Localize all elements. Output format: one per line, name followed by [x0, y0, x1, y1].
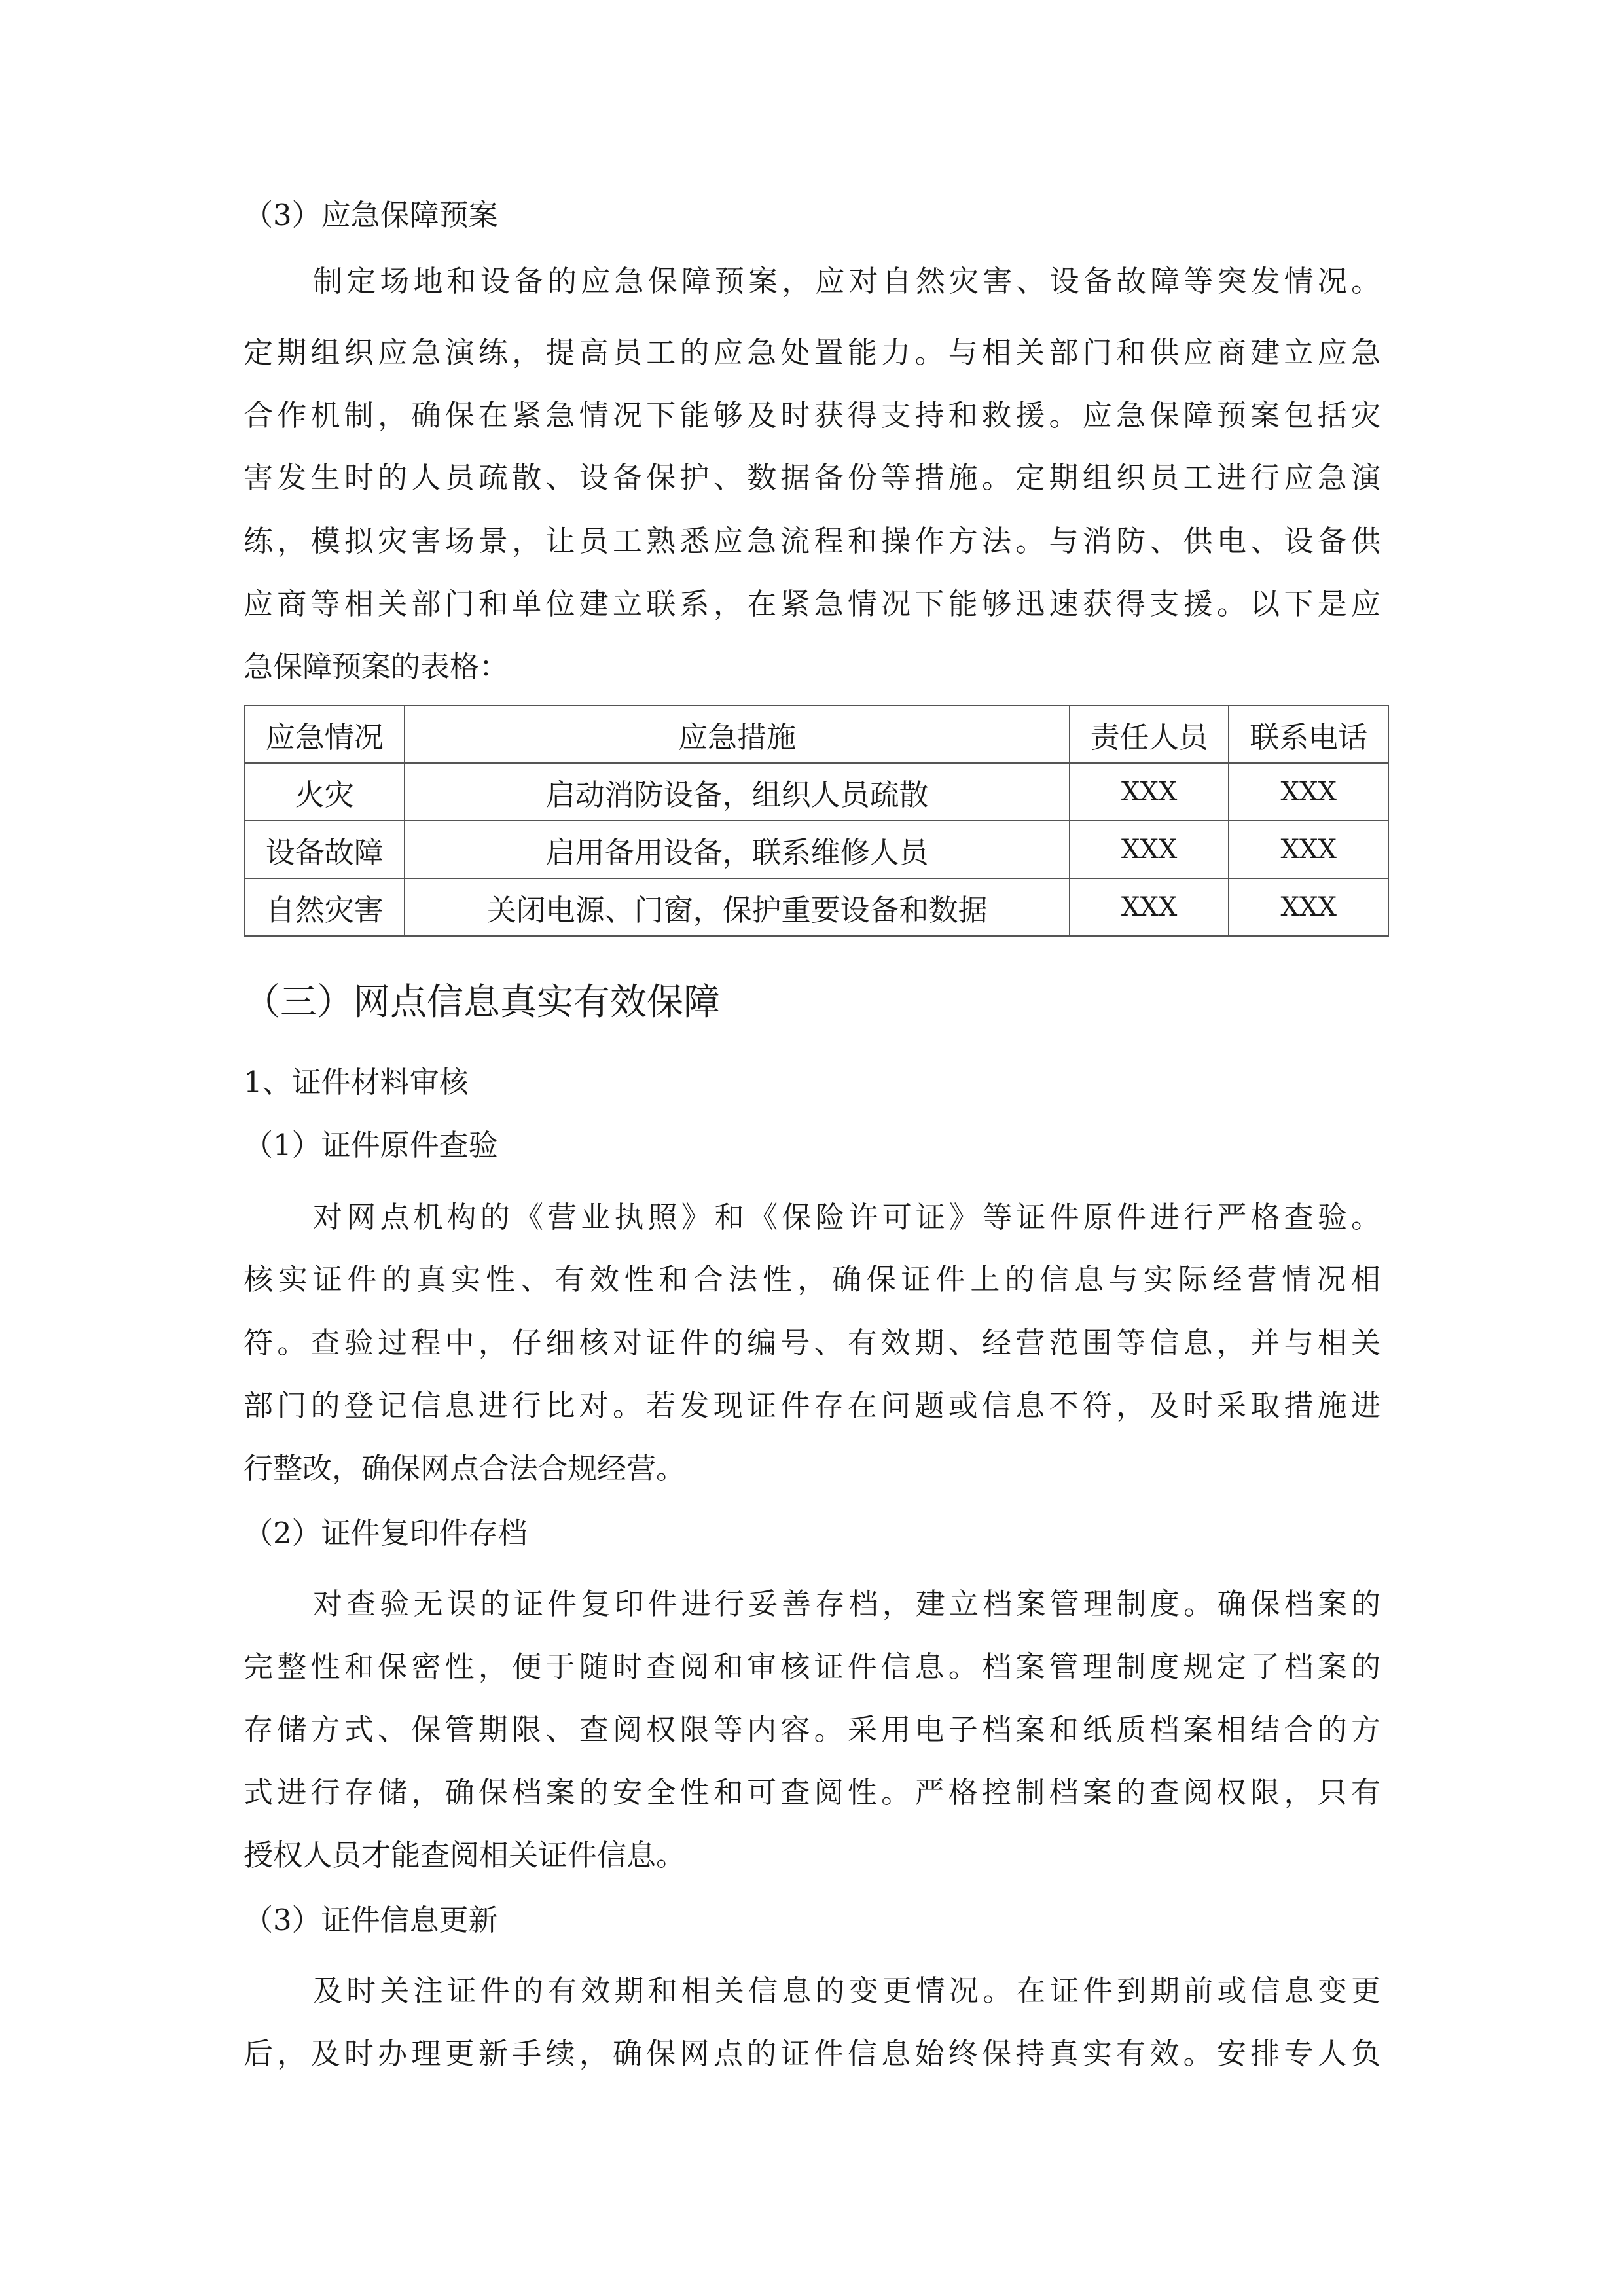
paragraph-line: 对查验无误的证件复印件进行妥善存档，建立档案管理制度。确保档案的 [313, 1587, 1380, 1621]
table-header-cell: 应急情况 [244, 706, 405, 763]
table-header-cell: 应急措施 [405, 706, 1069, 763]
paragraph-line: 式进行存储，确保档案的安全性和可查阅性。严格控制档案的查阅权限，只有 [244, 1775, 1380, 1810]
paragraph-line: 急保障预案的表格： [244, 649, 509, 684]
paragraph-line: 及时关注证件的有效期和相关信息的变更情况。在证件到期前或信息变更 [313, 1973, 1380, 2008]
table-cell: 自然灾害 [244, 878, 405, 936]
item-2-heading: （2）证件复印件存档 [244, 1516, 528, 1551]
paragraph-line: 授权人员才能查阅相关证件信息。 [244, 1838, 686, 1873]
subsection-heading: 1、证件材料审核 [244, 1065, 469, 1100]
table-header-row [244, 706, 1388, 763]
paragraph-line: 存储方式、保管期限、查阅权限等内容。采用电子档案和纸质档案相结合的方 [244, 1712, 1380, 1747]
paragraph-line: 合作机制，确保在紧急情况下能够及时获得支持和救援。应急保障预案包括灾 [244, 398, 1380, 433]
paragraph-line: 练，模拟灾害场景，让员工熟悉应急流程和操作方法。与消防、供电、设备供 [244, 524, 1380, 558]
paragraph-line: 核实证件的真实性、有效性和合法性，确保证件上的信息与实际经营情况相 [244, 1262, 1380, 1297]
table-cell: 启用备用设备，联系维修人员 [405, 821, 1069, 878]
table-cell: 设备故障 [244, 821, 405, 878]
table-cell: 火灾 [244, 763, 405, 821]
paragraph-line: 制定场地和设备的应急保障预案，应对自然灾害、设备故障等突发情况。 [313, 264, 1380, 298]
paragraph-line: 对网点机构的《营业执照》和《保险许可证》等证件原件进行严格查验。 [313, 1200, 1380, 1234]
table-cell: XXX [1229, 878, 1388, 936]
table-cell: 启动消防设备，组织人员疏散 [405, 763, 1069, 821]
paragraph-line: 后，及时办理更新手续，确保网点的证件信息始终保持真实有效。安排专人负 [244, 2036, 1380, 2071]
table-cell: XXX [1070, 763, 1229, 821]
table-cell: XXX [1229, 821, 1388, 878]
table-row [244, 821, 1388, 878]
section-3-heading: （3）应急保障预案 [244, 198, 498, 232]
item-1-heading: （1）证件原件查验 [244, 1128, 498, 1162]
emergency-plan-table [244, 705, 1389, 937]
paragraph-line: 应商等相关部门和单位建立联系，在紧急情况下能够迅速获得支援。以下是应 [244, 586, 1380, 621]
paragraph-line: 害发生时的人员疏散、设备保护、数据备份等措施。定期组织员工进行应急演 [244, 460, 1380, 495]
table-cell: XXX [1070, 878, 1229, 936]
table-cell: XXX [1229, 763, 1388, 821]
table-cell: 关闭电源、门窗，保护重要设备和数据 [405, 878, 1069, 936]
paragraph-line: 行整改，确保网点合法合规经营。 [244, 1451, 686, 1486]
table-header-cell: 责任人员 [1070, 706, 1229, 763]
paragraph-line: 定期组织应急演练，提高员工的应急处置能力。与相关部门和供应商建立应急 [244, 335, 1380, 370]
table-header-cell: 联系电话 [1229, 706, 1388, 763]
table-row [244, 878, 1388, 936]
table-cell: XXX [1070, 821, 1229, 878]
item-3-heading: （3）证件信息更新 [244, 1903, 498, 1937]
section-title: （三）网点信息真实有效保障 [244, 981, 720, 1024]
table-row [244, 763, 1388, 821]
paragraph-line: 部门的登记信息进行比对。若发现证件存在问题或信息不符，及时采取措施进 [244, 1388, 1380, 1423]
paragraph-line: 完整性和保密性，便于随时查阅和审核证件信息。档案管理制度规定了档案的 [244, 1649, 1380, 1684]
paragraph-line: 符。查验过程中，仔细核对证件的编号、有效期、经营范围等信息，并与相关 [244, 1325, 1380, 1360]
